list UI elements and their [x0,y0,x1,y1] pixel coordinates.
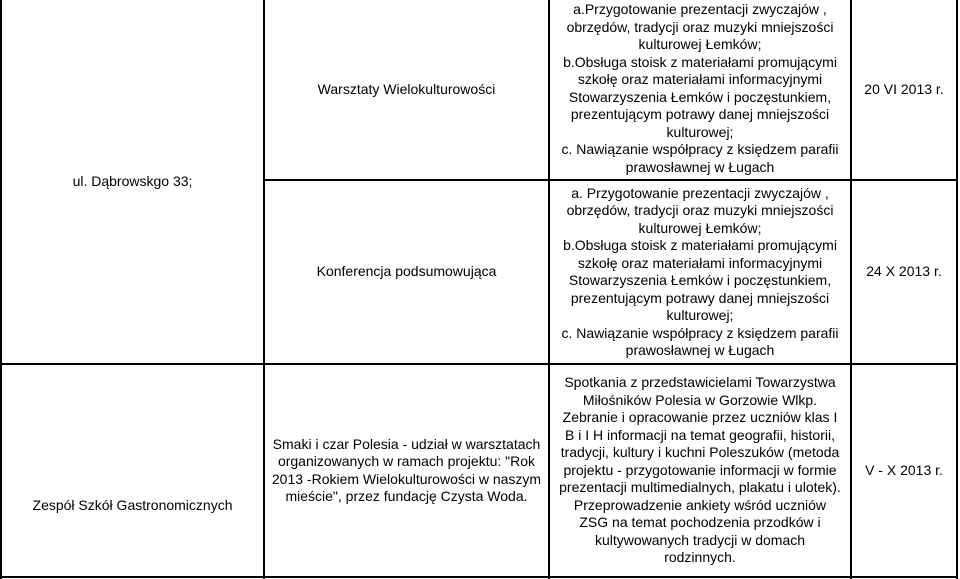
event-cell [265,365,548,576]
table-border-right [956,0,958,579]
date-cell [852,365,956,576]
table-border-bottom [0,576,958,578]
description-cell [550,0,850,179]
description-line: ZSG na temat pochodzenia przodków i [579,514,821,531]
description-line: Zebranie i opracowanie przez uczniów klas I [562,409,838,426]
description-line: prawosławnej w Ługach [625,158,775,175]
description-line: kulturowej; [666,307,734,323]
description-line: prawosławnej w Ługach [625,342,775,358]
event-date: V - X 2013 r. [865,461,943,478]
school-cell [2,0,263,363]
description-line: a.Przygotowanie prezentacji zwyczajów , [573,1,827,17]
description-line: tradycji, kultury i kuchni Poleszuków (metoda [560,444,840,461]
school-address: ul. Dąbrowskgo 33; [72,172,193,189]
event-line: 2013 -Rokiem Wielokulturowości w naszym [271,470,542,487]
description-line: a. Przygotowanie prezentacji zwyczajów , [571,184,829,201]
date-cell [852,0,956,179]
description-line: rodzinnych. [664,549,736,566]
description-line: Spotkania z przedstawicielami Towarzystwa [564,374,836,391]
school-cell [2,365,263,576]
description-cell [550,365,850,576]
description-line: B i I H informacji na temat geografii, historii, [564,426,835,443]
description-line: szkołę oraz materiałami informacyjnymi [577,254,823,271]
description-text [562,185,839,360]
description-line: szkołę oraz materiałami informacyjnymi [577,71,823,87]
description-text [559,374,841,567]
description-line: Miłośników Polesia w Gorzowie Wlkp. [582,391,818,408]
description-cell [550,181,850,363]
event-title: Konferencja podsumowująca [316,263,497,280]
description-line: c. Nawiązanie współpracy z księdzem parafii [561,141,839,157]
event-date: 24 X 2013 r. [866,263,942,280]
school-name: Zespół Szkół Gastronomicznych [32,496,233,513]
date-cell [852,181,956,363]
description-line: b.Obsługa stoisk z materiałami promującymi [563,53,837,70]
event-date: 20 VI 2013 r. [864,80,944,97]
description-line: Przeprowadzenie ankiety wśród uczniów [573,496,827,513]
description-line: b.Obsługa stoisk z materiałami promującymi [563,237,837,253]
description-line: c. Nawiązanie współpracy z księdzem parafii [561,324,839,341]
description-line: Stowarzyszenia Łemków i poczęstunkiem, [568,272,832,288]
event-cell [265,0,548,179]
description-line: Stowarzyszenia Łemków i poczęstunkiem, [568,88,832,105]
description-line: kultywowanych tradycji w domach [594,531,806,548]
description-line: obrzędów, tradycji oraz muzyki mniejszości [566,202,834,218]
event-line: Smaki i czar Polesia - udział w warsztatach [272,435,541,452]
event-cell [265,181,548,363]
description-text [562,1,839,176]
description-line: prezentacji multimedialnych, plakatu i ulotek). [559,479,841,496]
description-line: kulturowej Łemków; [638,36,762,52]
description-line: kulturowej; [666,123,734,140]
event-line: mieście", przez fundację Czysta Woda. [285,488,528,504]
event-description [272,436,541,506]
description-line: prezentującym potrawy danej mniejszości [570,289,830,306]
description-line: projektu - przygotowanie informacji w formie [563,461,837,478]
description-line: obrzędów, tradycji oraz muzyki mniejszości [566,18,834,35]
event-title: Warsztaty Wielokulturowości [317,80,496,97]
description-line: kulturowej Łemków; [638,219,762,236]
description-line: prezentującym potrawy danej mniejszości [570,106,830,122]
event-line: organizowanych w ramach projektu: "Rok [277,453,536,469]
